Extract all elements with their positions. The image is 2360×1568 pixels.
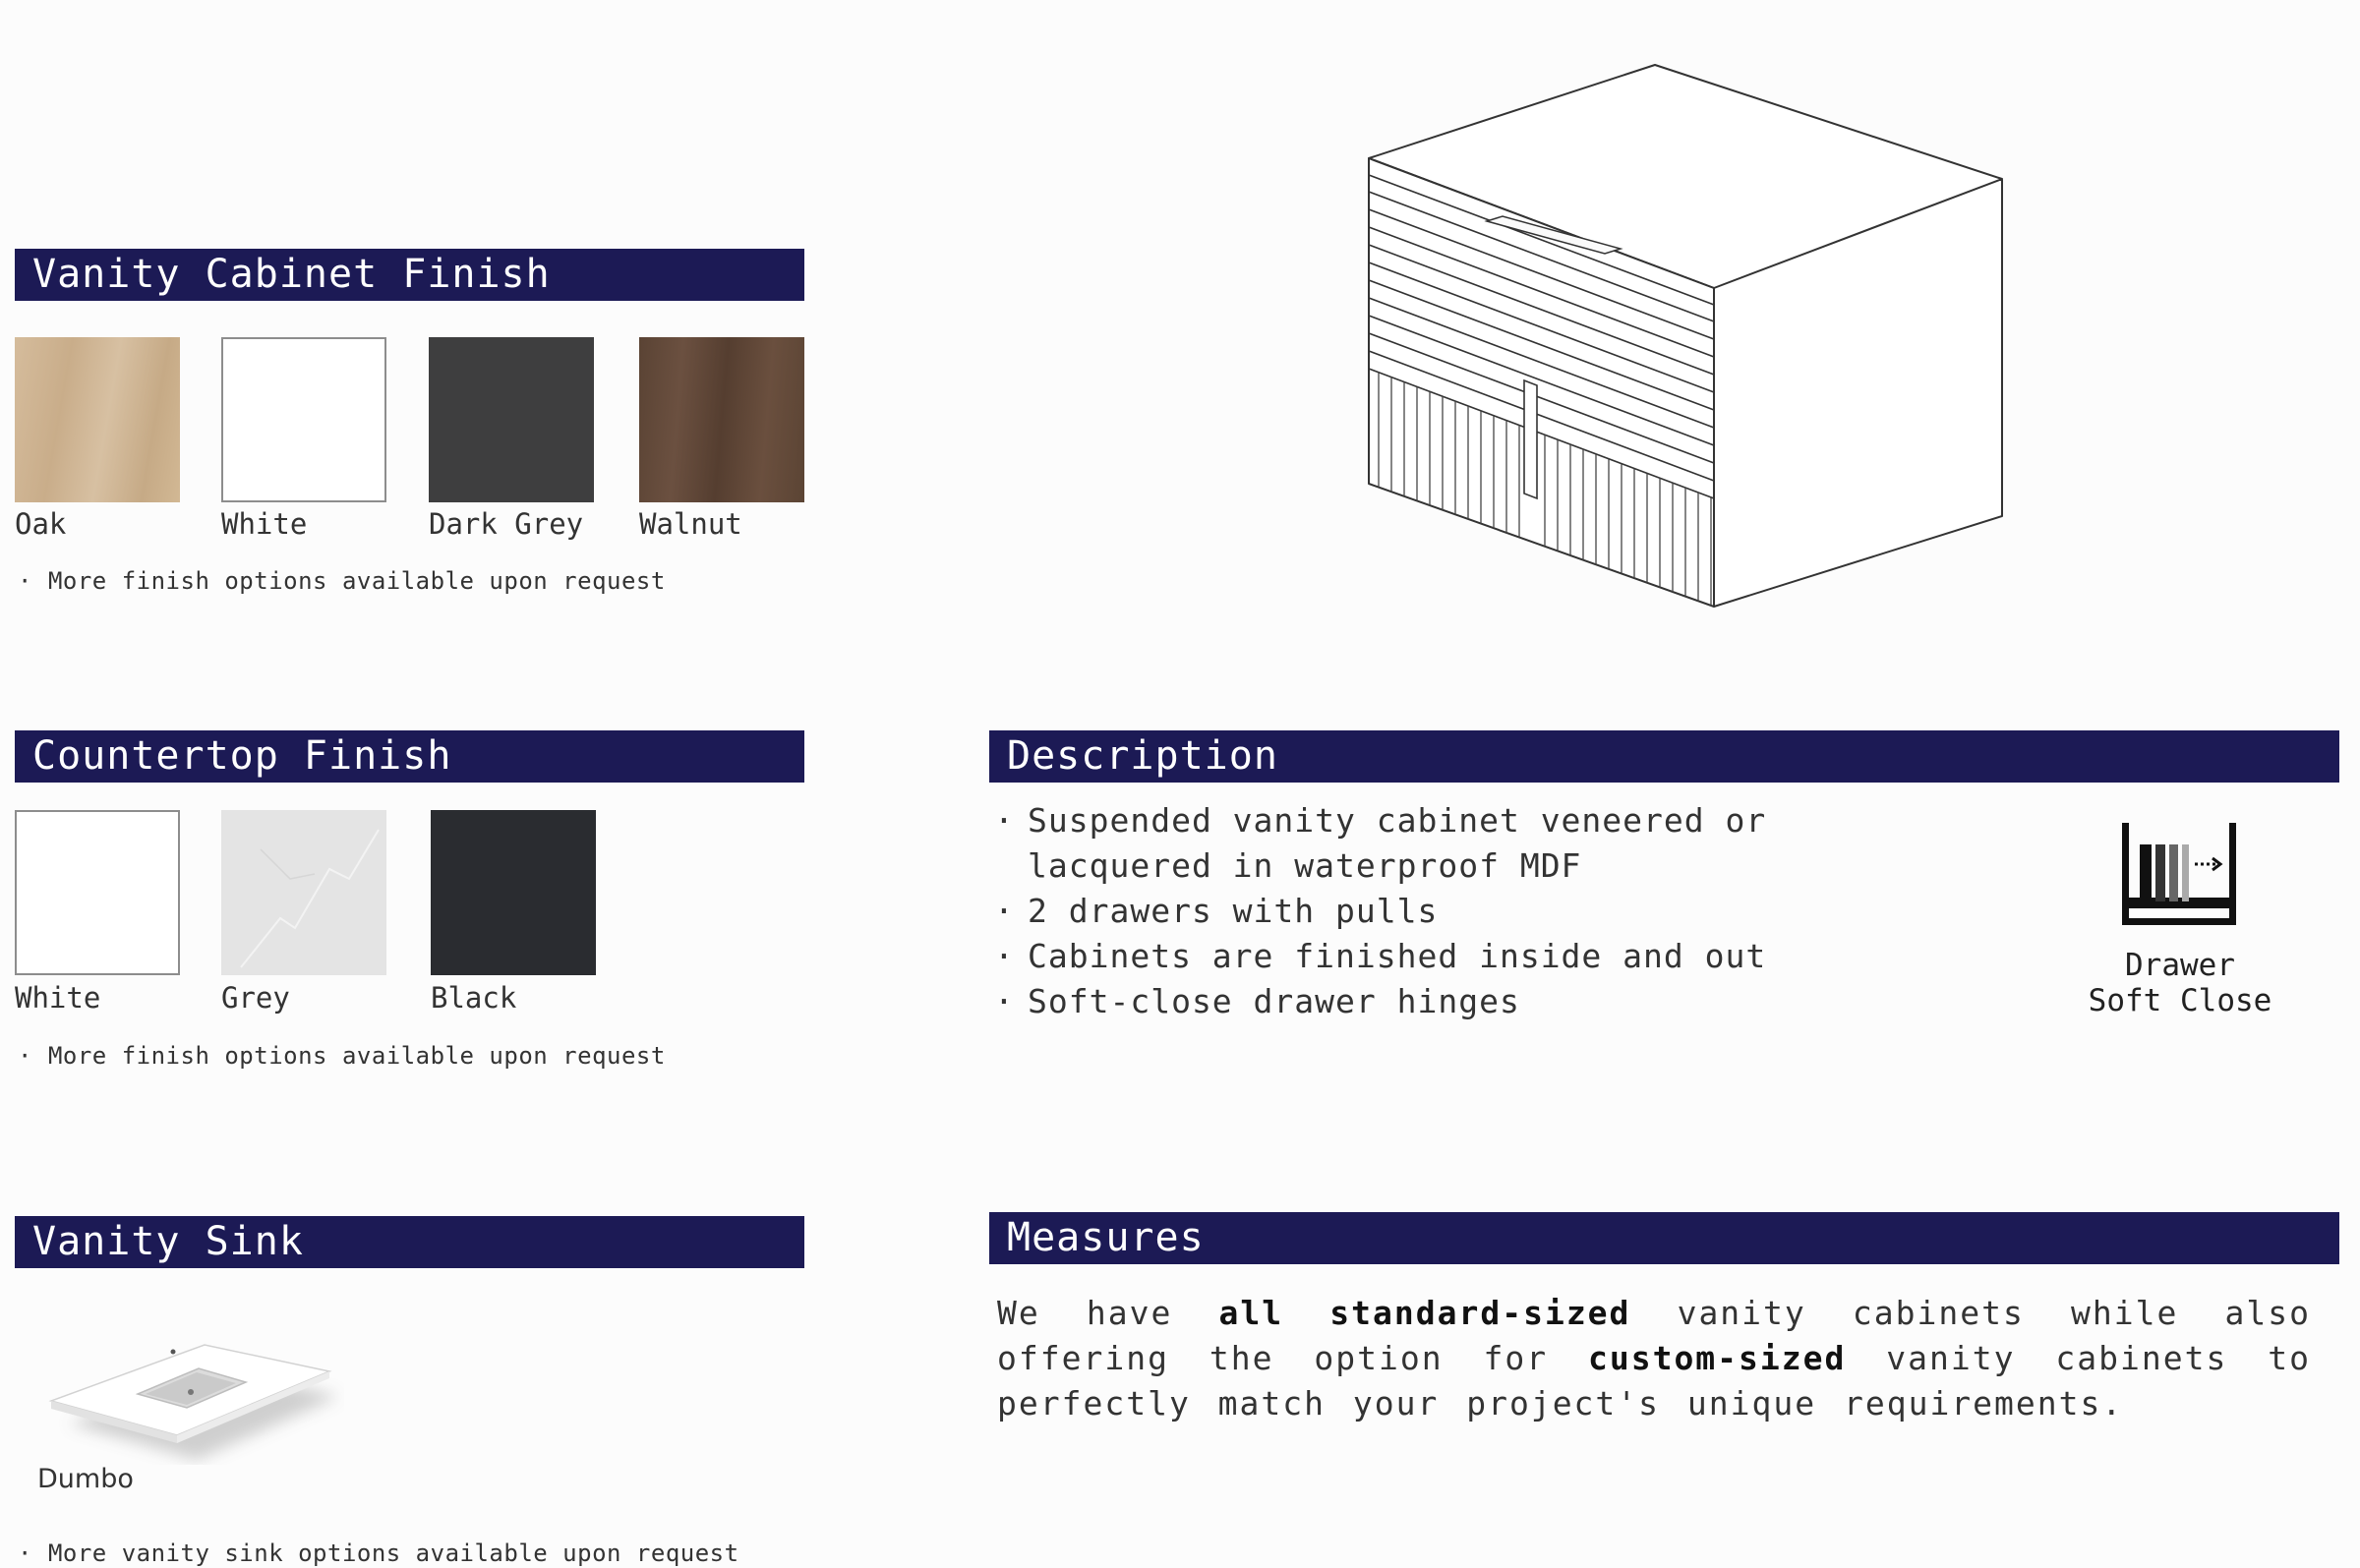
swatch-oak[interactable]	[15, 337, 180, 502]
swatch-label: Grey	[221, 981, 290, 1015]
bullet: ·	[18, 567, 32, 595]
note-text: More finish options available upon request	[47, 567, 666, 595]
cabinet-line-drawing	[1357, 59, 2006, 619]
measures-bold: all standard-sized	[1218, 1294, 1631, 1332]
swatch-label: Walnut	[639, 507, 742, 541]
swatch-walnut[interactable]	[639, 337, 804, 502]
measures-bold: custom-sized	[1587, 1339, 1847, 1377]
description-item: · 2 drawers with pulls	[992, 889, 1936, 934]
measures-header: Measures	[989, 1212, 2339, 1264]
countertop-finish-header: Countertop Finish	[15, 730, 804, 783]
bullet: ·	[18, 1539, 32, 1567]
marble-veins	[221, 810, 386, 975]
cabinet-finish-note	[18, 567, 666, 595]
description-item: · Soft-close drawer hinges	[992, 979, 1936, 1024]
sink-image[interactable]	[30, 1317, 344, 1465]
measures-text	[997, 1291, 2311, 1426]
cabinet-finish-header: Vanity Cabinet Finish	[15, 249, 804, 301]
note-text: More finish options available upon request	[47, 1042, 666, 1070]
swatch-white[interactable]	[15, 810, 180, 975]
description-item: · Suspended vanity cabinet veneered or lacquered in waterproof MDF	[992, 798, 1873, 889]
sink-label: Dumbo	[37, 1464, 134, 1494]
swatch-label: Dark Grey	[429, 507, 584, 541]
measures-text-part: We have	[997, 1294, 1219, 1332]
note-text: More vanity sink options available upon request	[47, 1539, 739, 1567]
countertop-finish-note	[18, 1042, 666, 1070]
description-list	[992, 798, 1936, 1024]
swatch-label: Black	[431, 981, 517, 1015]
description-item: · Cabinets are finished inside and out	[992, 934, 1936, 979]
swatch-black[interactable]	[431, 810, 596, 975]
swatch-grey[interactable]	[221, 810, 386, 975]
drawer-soft-close-label	[2052, 948, 2308, 1018]
swatch-label: White	[221, 507, 308, 541]
swatch-label: Oak	[15, 507, 67, 541]
description-header: Description	[989, 730, 2339, 783]
vanity-sink-header: Vanity Sink	[15, 1216, 804, 1268]
vanity-sink-note	[18, 1539, 739, 1567]
feature-line-2: Soft Close	[2088, 983, 2272, 1018]
feature-line-1: Drawer	[2125, 948, 2235, 983]
measures-text-part: vanity cabinets to perfectly match your project's unique requirements.	[997, 1339, 2311, 1423]
bullet: ·	[18, 1042, 32, 1070]
swatch-dark-grey[interactable]	[429, 337, 594, 502]
measures-text-part: vanity cabinets while also offering the option for	[997, 1294, 2311, 1377]
drawer-soft-close-icon	[2122, 823, 2238, 927]
swatch-white[interactable]	[221, 337, 386, 502]
swatch-label: White	[15, 981, 101, 1015]
